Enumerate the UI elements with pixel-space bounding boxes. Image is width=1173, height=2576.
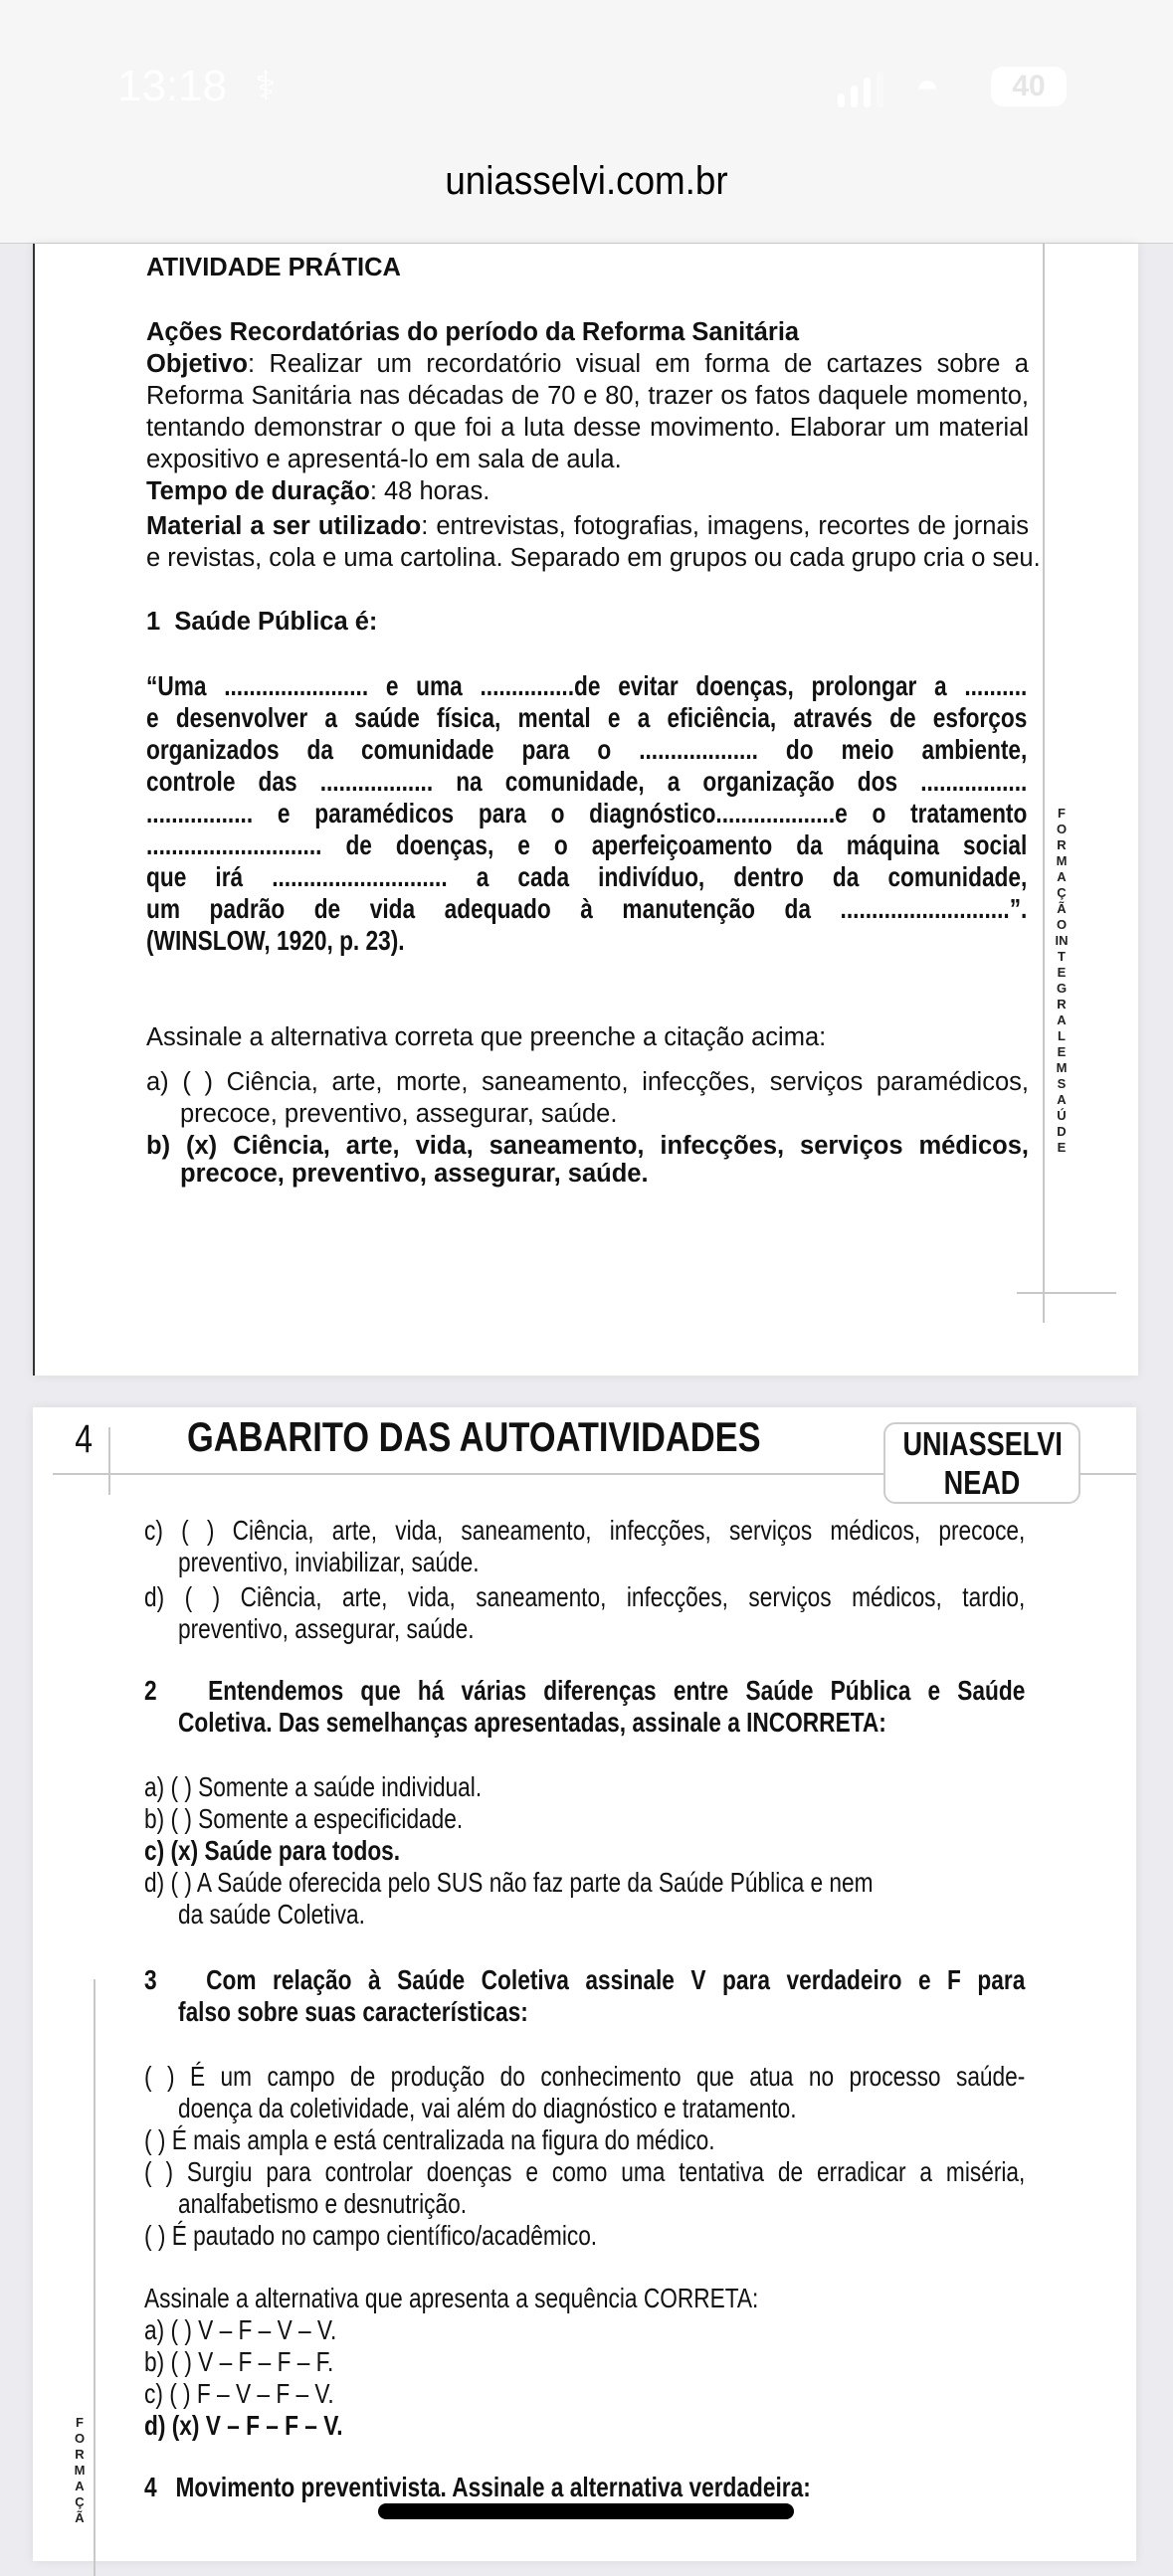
option-b[interactable]: b) ( ) V – F – F – F. xyxy=(144,2346,334,2377)
wifi-icon: ◓ xyxy=(915,66,940,109)
option-b[interactable]: b) ( ) Somente a especificidade. xyxy=(144,1803,464,1834)
browser-top-bar xyxy=(0,0,1173,244)
question-2 xyxy=(144,1675,1027,1931)
question-instruction: Assinale a alternativa correta que preenche a citação acima: xyxy=(146,1023,827,1051)
objective-line: tentando demonstrar o que foi a luta desse movimento. Elaborar um material xyxy=(146,414,1029,442)
quote-line: ................. e paramédicos para o diagnóstico...................e o tratamento xyxy=(146,798,1028,828)
option-line: c) ( ) Ciência, arte, vida, saneamento, infecções, serviços médicos, precoce, xyxy=(144,1515,1026,1546)
option-c-selected[interactable]: c) (x) Saúde para todos. xyxy=(144,1835,401,1866)
quote-line: um padrão de vida adequado à manutenção da ...........................”. xyxy=(146,893,1028,924)
material-text: : entrevistas, fotografias, imagens, recortes de jornais xyxy=(421,512,1029,540)
option-b-selected[interactable] xyxy=(146,1130,1029,1190)
material-label: Material a ser utilizado xyxy=(146,512,422,540)
option-line: precoce, preventivo, assegurar, saúde. xyxy=(180,1160,649,1188)
margin-line xyxy=(94,1979,96,2576)
battery-indicator: 40 xyxy=(991,67,1067,106)
activity-section xyxy=(146,252,1041,1190)
material-line xyxy=(146,510,1029,542)
objective-text: : Realizar um recordatório visual em forma de cartazes sobre a xyxy=(248,350,1029,378)
quote-line: que irá ............................ a cada indivíduo, dentro da comunidade, xyxy=(146,861,1028,892)
question-title: falso sobre suas características: xyxy=(178,1996,528,2027)
option-line: d) ( ) Ciência, arte, vida, saneamento, infecções, serviços médicos, tardio, xyxy=(144,1581,1026,1612)
duration-line xyxy=(146,475,1029,507)
answers-section xyxy=(144,1515,1027,2503)
option-d[interactable] xyxy=(144,1867,1027,1931)
cellular-signal-icon xyxy=(838,72,887,107)
question-text: Com relação à Saúde Coletiva assinale V para verdadeiro e F para xyxy=(206,1964,1026,1995)
duration-value: : 48 horas. xyxy=(369,477,490,505)
quote-line: e desenvolver a saúde física, mental e a eficiência, através de esforços xyxy=(146,702,1028,733)
statement-line: doença da coletividade, vai além do diagnóstico e tratamento. xyxy=(178,2093,797,2123)
option-line: b) (x) Ciência, arte, vida, saneamento, infecções, serviços médicos, xyxy=(146,1132,1029,1160)
option-a[interactable]: a) ( ) Somente a saúde individual. xyxy=(144,1771,483,1802)
question-text: Movimento preventivista. Assinale a alternativa verdadeira: xyxy=(175,2472,811,2502)
question-title xyxy=(144,1675,1025,1707)
margin-line xyxy=(1043,244,1045,1323)
margin-line xyxy=(1017,1292,1116,1294)
statement-3[interactable]: ( ) Surgiu para controlar doenças e como uma tentativa de erradicar a miséria, xyxy=(144,2156,1026,2187)
objective-line: Reforma Sanitária nas décadas de 70 e 80, trazer os fatos daquele momento, xyxy=(146,382,1029,410)
side-label: FORMAÇÃ xyxy=(74,2415,86,2525)
quote-citation: (WINSLOW, 1920, p. 23). xyxy=(146,925,405,956)
page-number: 4 xyxy=(75,1417,94,1461)
option-d[interactable] xyxy=(144,1581,1027,1645)
option-c[interactable]: c) ( ) F – V – F – V. xyxy=(144,2378,334,2409)
page-title: GABARITO DAS AUTOATIVIDADES xyxy=(187,1413,761,1460)
option-line: a) ( ) Ciência, arte, morte, saneamento, infecções, serviços paramédicos, xyxy=(146,1068,1029,1096)
quote-line: ............................ de doenças, e o aperfeiçoamento da máquina social xyxy=(146,829,1028,860)
question-number: 1 xyxy=(146,608,161,636)
document-page xyxy=(33,244,1138,1376)
option-line: preventivo, inviabilizar, saúde. xyxy=(178,1547,480,1577)
statement-line: analfabetismo e desnutrição. xyxy=(178,2188,467,2219)
duration-label: Tempo de duração xyxy=(146,477,370,505)
statement-2[interactable]: ( ) É mais ampla e está centralizada na figura do médico. xyxy=(144,2124,715,2155)
material-line: e revistas, cola e uma cartolina. Separado em grupos ou cada grupo cria o seu. xyxy=(146,544,1041,572)
option-line: da saúde Coletiva. xyxy=(178,1899,365,1930)
option-line: precoce, preventivo, assegurar, saúde. xyxy=(180,1100,618,1128)
question-number: 4 xyxy=(144,2472,157,2502)
question-number: 2 xyxy=(144,1675,157,1706)
question-title xyxy=(144,1964,1025,1996)
side-label: FORMAÇÃO INTEGRAL EM SAÚDE xyxy=(1055,806,1069,1155)
home-indicator[interactable] xyxy=(378,2503,794,2519)
stethoscope-icon: ⚕ xyxy=(255,65,277,108)
brand-box xyxy=(883,1422,1080,1504)
brand-sub: NEAD xyxy=(943,1464,1021,1501)
header-divider xyxy=(108,1427,110,1495)
question-instruction: Assinale a alternativa que apresenta a sequência CORRETA: xyxy=(144,2283,759,2313)
option-d-selected[interactable]: d) (x) V – F – F – V. xyxy=(144,2410,343,2441)
document-page xyxy=(33,1407,1136,2561)
objective-line: expositivo e apresentá-lo em sala de aula. xyxy=(146,446,622,473)
option-a[interactable] xyxy=(146,1066,1029,1130)
url-bar[interactable]: uniasselvi.com.br xyxy=(445,159,728,203)
question-title xyxy=(146,606,1029,638)
section-heading: ATIVIDADE PRÁTICA xyxy=(146,254,401,281)
quote-line: controle das .................. na comunidade, a organização dos ................. xyxy=(146,766,1028,797)
question-number: 3 xyxy=(144,1964,157,1995)
quote-line: “Uma ....................... e uma ...............de evitar doenças, prolongar a .......... xyxy=(146,670,1028,701)
statement-4[interactable]: ( ) É pautado no campo científico/acadêmico. xyxy=(144,2220,598,2251)
statement-1[interactable]: ( ) É um campo de produção do conhecimento que atua no processo saúde- xyxy=(144,2061,1026,2092)
objective-line xyxy=(146,348,1029,380)
objective-label: Objetivo xyxy=(146,350,249,378)
option-a[interactable]: a) ( ) V – F – V – V. xyxy=(144,2314,337,2345)
option-line: preventivo, assegurar, saúde. xyxy=(178,1613,475,1644)
question-3 xyxy=(144,1964,1027,2442)
quote-line: organizados da comunidade para o ................... do meio ambiente, xyxy=(146,734,1028,765)
brand-name: UNIASSELVI xyxy=(902,1425,1063,1462)
question-text: Entendemos que há várias diferenças entre Saúde Pública e Saúde xyxy=(208,1675,1026,1706)
option-c[interactable] xyxy=(144,1515,1027,1578)
question-text: Saúde Pública é: xyxy=(174,608,378,636)
option-line: d) ( ) A Saúde oferecida pelo SUS não faz parte da Saúde Pública e nem xyxy=(144,1867,874,1898)
status-time: 13:18 xyxy=(117,62,228,110)
activity-title: Ações Recordatórias do período da Reforma Sanitária xyxy=(146,318,800,346)
question-title: Coletiva. Das semelhanças apresentadas, assinale a INCORRETA: xyxy=(178,1707,886,1738)
question-4-title xyxy=(144,2472,1025,2503)
